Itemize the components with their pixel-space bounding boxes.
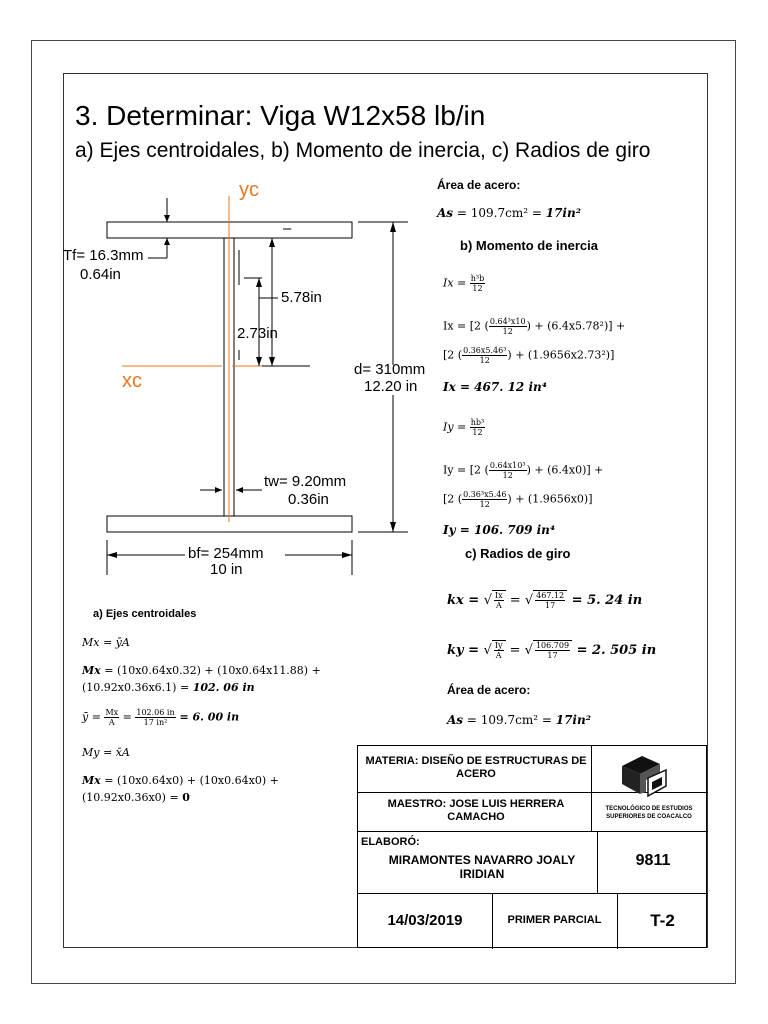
centroid-heading: a) Ejes centroidales bbox=[93, 608, 197, 620]
iy-formula-line2: [2 ( $\frac{\text{0.36³x5.46}}{12}$ ) + (1.9656x0)] bbox=[443, 490, 593, 509]
bf-dimension: bf= 254mm bbox=[188, 545, 264, 562]
area-formula-top: As = 109.7cm² = 17in² bbox=[437, 206, 581, 220]
elaboro-label: ELABORÓ: bbox=[361, 836, 420, 848]
tb-divider bbox=[358, 831, 708, 832]
materia-label: MATERIA: DISEÑO DE ESTRUCTURAS DE ACERO bbox=[365, 755, 587, 780]
ky-formula: ky = √ $\frac{Iy}{A}$ = √ $\frac{106.709}{17}$ = 2. 505 in bbox=[447, 641, 657, 660]
iy-formula-line1: Iy = [2 ( $\frac{\text{0.64x10³}}{12}$ ) + (6.4x0)] + bbox=[443, 461, 604, 480]
tf-dimension-in: 0.64in bbox=[80, 266, 121, 283]
tb-divider bbox=[358, 893, 708, 894]
ix-result: Ix = 467. 12 in⁴ bbox=[443, 380, 547, 394]
title-block bbox=[357, 745, 707, 948]
tw-dimension-in: 0.36in bbox=[288, 491, 329, 508]
flange-dash: – bbox=[283, 220, 292, 237]
elaboro-name: MIRAMONTES NAVARRO JOALY IRIDIAN bbox=[388, 853, 576, 881]
school-name: TECNOLÓGICO DE ESTUDIOS SUPERIORES DE COACALCO bbox=[605, 806, 693, 820]
ix-formula-line2: [2 ( $\frac{\text{0.36x5.46³}}{12}$ ) + (1.9656x2.73²)] bbox=[443, 346, 615, 365]
iy-definition: Iy = $\frac{\text{hb³}}{12}$ bbox=[443, 418, 485, 437]
kx-formula: kx = √ $\frac{Ix}{A}$ = √ $\frac{467.12}{17}$ = 5. 24 in bbox=[447, 591, 643, 610]
maestro-label: MAESTRO: JOSE LUIS HERRERA CAMACHO bbox=[387, 798, 565, 823]
dim-2-73: 2.73in bbox=[237, 325, 278, 342]
page-subtitle: a) Ejes centroidales, b) Momento de inercia, c) Radios de giro bbox=[75, 139, 651, 162]
mx-formula-line2: (10.92x0.36x6.1) = 102. 06 in bbox=[82, 681, 255, 694]
my-formula-line2: (10.92x0.36x0) = 0 bbox=[82, 791, 190, 804]
record-number: 9811 bbox=[635, 852, 671, 869]
xc-label: xc bbox=[122, 370, 142, 392]
ybar-formula: ȳ = $\frac{Mx}{A}$ = $\frac{102.06 in}{\text{17 in²}}$ = 6. 00 in bbox=[82, 708, 240, 727]
area-formula-bottom: As = 109.7cm² = 17in² bbox=[447, 713, 591, 727]
tw-dimension: tw= 9.20mm bbox=[264, 473, 347, 490]
school-logo-icon bbox=[616, 752, 672, 802]
date-label: 14/03/2019 bbox=[387, 912, 463, 929]
bf-dimension-in: 10 in bbox=[210, 561, 243, 578]
page-title: 3. Determinar: Viga W12x58 lb/in bbox=[75, 100, 486, 131]
my-definition: My = x̄A bbox=[82, 746, 130, 759]
yc-label: yc bbox=[239, 179, 259, 201]
iy-result: Iy = 106. 709 in⁴ bbox=[443, 523, 556, 537]
partial-label: PRIMER PARCIAL bbox=[507, 914, 602, 926]
area-heading-top: Área de acero: bbox=[437, 178, 521, 192]
mx-formula-line1: Mx = (10x0.64x0.32) + (10x0.64x11.88) + bbox=[82, 664, 321, 677]
ix-definition: Ix = $\frac{\text{h³b}}{12}$ bbox=[443, 274, 485, 293]
inertia-heading: b) Momento de inercia bbox=[460, 238, 598, 253]
tf-dimension: Tf= 16.3mm bbox=[63, 247, 144, 264]
mx-definition: Mx = ȳA bbox=[82, 636, 130, 649]
dim-5-78: 5.78in bbox=[281, 289, 322, 306]
gyration-heading: c) Radios de giro bbox=[465, 546, 571, 561]
d-dimension-in: 12.20 in bbox=[364, 378, 418, 395]
sheet-code: T-2 bbox=[650, 911, 675, 930]
d-dimension: d= 310mm bbox=[354, 361, 426, 378]
my-formula-line1: Mx = (10x0.64x0) + (10x0.64x0) + bbox=[82, 774, 279, 787]
ix-formula-line1: Ix = [2 ( $\frac{\text{0.64³x10}}{12}$ ) + (6.4x5.78²)] + bbox=[443, 317, 626, 336]
area-heading-bottom: Área de acero: bbox=[447, 683, 531, 697]
